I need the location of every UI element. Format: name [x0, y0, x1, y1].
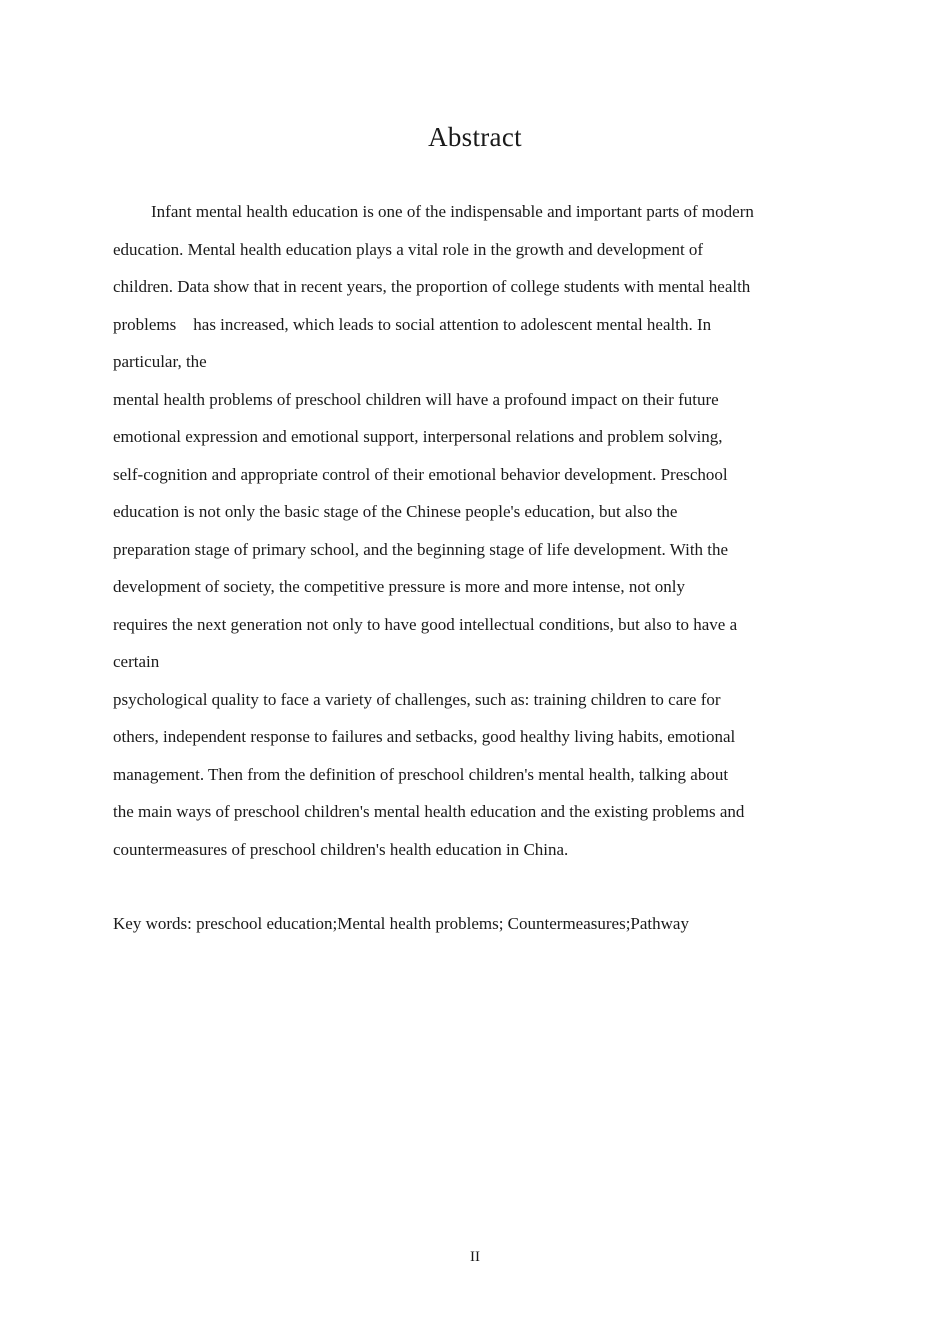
abstract-line: others, independent response to failures and setbacks, good healthy living habits, emotional [113, 727, 736, 746]
abstract-line: children. Data show that in recent years, the proportion of college students with mental health [113, 277, 751, 296]
abstract-line: psychological quality to face a variety of challenges, such as: training children to care for [113, 689, 721, 709]
abstract-line: particular, the [113, 352, 207, 371]
abstract-body [113, 193, 839, 868]
abstract-line: problems has increased, which leads to social attention to adolescent mental health. In [113, 314, 712, 334]
keywords-line: Key words: preschool education;Mental health problems; Countermeasures;Pathway [113, 914, 689, 933]
abstract-line: the main ways of preschool children's mental health education and the existing problems and [113, 802, 745, 821]
abstract-line: requires the next generation not only to have good intellectual conditions, but also to have a [113, 614, 738, 634]
abstract-line: management. Then from the definition of preschool children's mental health, talking about [113, 764, 729, 784]
abstract-line: education. Mental health education plays a vital role in the growth and development of [113, 239, 704, 259]
abstract-line: preparation stage of primary school, and the beginning stage of life development. With the [113, 539, 729, 559]
abstract-line: education is not only the basic stage of the Chinese people's education, but also the [113, 502, 678, 521]
abstract-line: emotional expression and emotional support, interpersonal relations and problem solving, [113, 427, 723, 446]
abstract-line: mental health problems of preschool children will have a profound impact on their future [113, 389, 719, 409]
abstract-line: certain [113, 652, 160, 671]
page-title: Abstract [428, 122, 522, 152]
abstract-line: development of society, the competitive pressure is more and more intense, not only [113, 577, 686, 596]
page-number: II [470, 1249, 480, 1265]
abstract-line: self-cognition and appropriate control of their emotional behavior development. Preschool [113, 464, 728, 484]
abstract-line: Infant mental health education is one of the indispensable and important parts of modern [151, 202, 754, 221]
abstract-line: countermeasures of preschool children's health education in China. [113, 839, 569, 859]
